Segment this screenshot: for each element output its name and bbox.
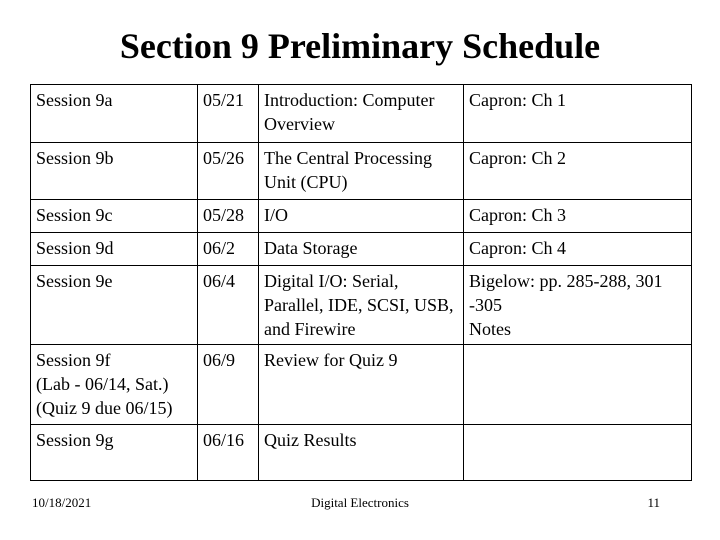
reading-cell: Capron: Ch 3 (464, 200, 692, 233)
date-cell: 06/16 (198, 425, 259, 481)
session-cell: Session 9e (31, 266, 198, 345)
reading-cell (464, 345, 692, 425)
table-row (31, 143, 692, 200)
schedule-table (30, 84, 692, 481)
slide-title: Section 9 Preliminary Schedule (119, 26, 601, 66)
table-row (31, 200, 692, 233)
footer-date: 10/18/2021 (32, 495, 92, 510)
date-cell: 06/4 (198, 266, 259, 345)
page-number: 11 (647, 495, 660, 510)
session-cell: Session 9g (31, 425, 198, 481)
reading-cell: Capron: Ch 2 (464, 143, 692, 200)
date-cell: 06/2 (198, 233, 259, 266)
date-cell: 05/21 (198, 85, 259, 143)
session-cell: Session 9a (31, 85, 198, 143)
topic-cell: Quiz Results (259, 425, 464, 481)
table-row (31, 345, 692, 425)
topic-cell: Data Storage (259, 233, 464, 266)
reading-cell: Capron: Ch 1 (464, 85, 692, 143)
table-row (31, 85, 692, 143)
topic-cell: Review for Quiz 9 (259, 345, 464, 425)
reading-cell (464, 425, 692, 481)
topic-cell: The Central Processing Unit (CPU) (259, 143, 464, 200)
session-cell: Session 9f (Lab - 06/14, Sat.) (Quiz 9 due 06/15) (31, 345, 198, 425)
date-cell: 05/26 (198, 143, 259, 200)
session-cell: Session 9c (31, 200, 198, 233)
table-row (31, 266, 692, 345)
topic-cell: Digital I/O: Serial, Parallel, IDE, SCSI, USB, and Firewire (259, 266, 464, 345)
topic-cell: I/O (259, 200, 464, 233)
date-cell: 06/9 (198, 345, 259, 425)
reading-cell: Bigelow: pp. 285-288, 301 -305 Notes (464, 266, 692, 345)
date-cell: 05/28 (198, 200, 259, 233)
table-row (31, 233, 692, 266)
session-cell: Session 9b (31, 143, 198, 200)
reading-cell: Capron: Ch 4 (464, 233, 692, 266)
topic-cell: Introduction: Computer Overview (259, 85, 464, 143)
footer-title: Digital Electronics (311, 495, 409, 510)
table-row (31, 425, 692, 481)
session-cell: Session 9d (31, 233, 198, 266)
